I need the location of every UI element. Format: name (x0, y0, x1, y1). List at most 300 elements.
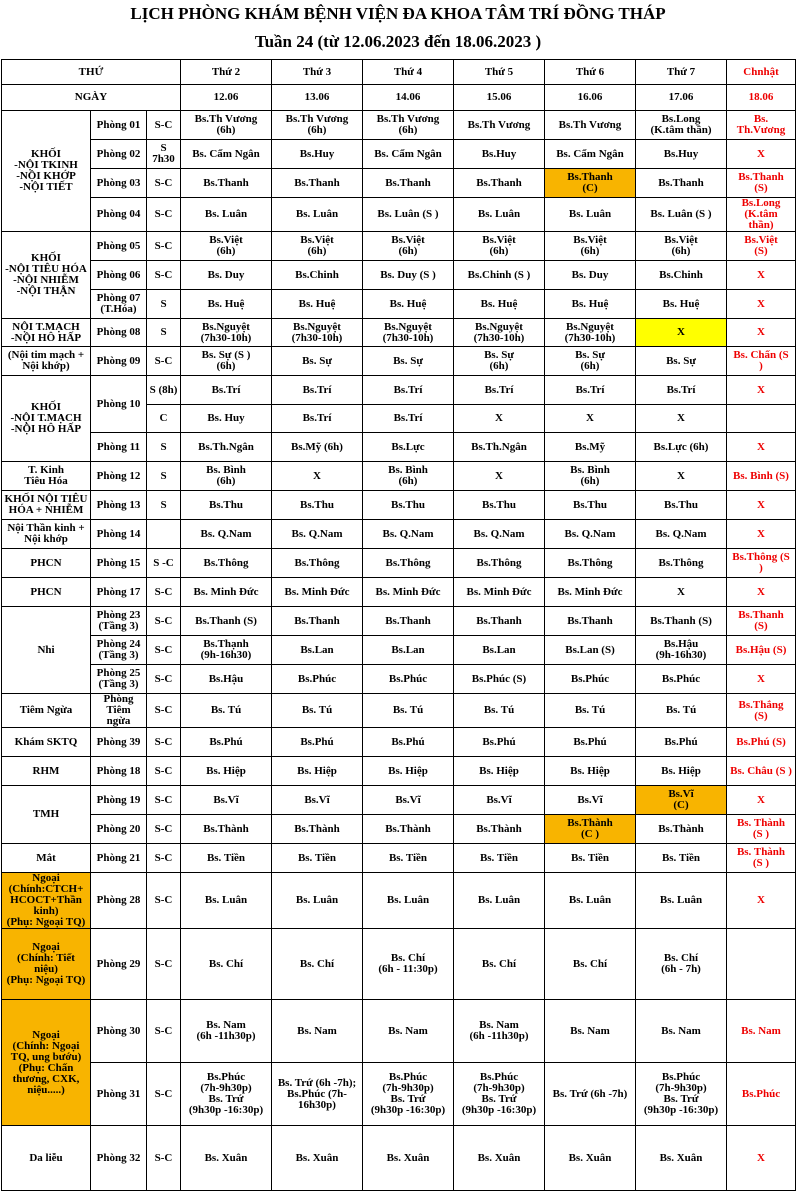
doctor-cell: Bs.Thanh (C) (545, 169, 636, 198)
doctor-cell: X (727, 665, 796, 694)
table-row (2, 491, 796, 520)
doctor-cell: X (727, 786, 796, 815)
doctor-cell: Bs.Trí (272, 376, 363, 405)
doctor-cell: X (636, 405, 727, 433)
doctor-cell: Bs.Phú (545, 728, 636, 757)
department-cell: (Nội tim mạch + Nội khớp) (2, 347, 91, 376)
shift-cell: S-C (147, 347, 181, 376)
doctor-cell: Bs.Thông (S ) (727, 549, 796, 578)
department-cell: KHỐI NỘI TIÊU HÓA + NHIỄM (2, 491, 91, 520)
doctor-cell: Bs. Minh Đức (545, 578, 636, 607)
shift-cell: S (147, 319, 181, 347)
table-row (2, 261, 796, 290)
room-cell: Phòng 17 (91, 578, 147, 607)
table-row (2, 694, 796, 728)
doctor-cell: X (636, 319, 727, 347)
doctor-cell: Bs. Bình (S) (727, 462, 796, 491)
doctor-cell: Bs.Phú (181, 728, 272, 757)
doctor-cell: Bs. Sự (636, 347, 727, 376)
shift-cell: S-C (147, 261, 181, 290)
doctor-cell: Bs.Lan (454, 636, 545, 665)
doctor-cell: Bs. Huệ (272, 290, 363, 319)
header-date: 17.06 (636, 85, 727, 111)
doctor-cell: Bs.Phú (636, 728, 727, 757)
shift-cell: S (8h) (147, 376, 181, 405)
department-cell: Mắt (2, 844, 91, 873)
doctor-cell: Bs.Trí (454, 376, 545, 405)
doctor-cell: Bs.Phúc (363, 665, 454, 694)
doctor-cell: Bs. Châu (S ) (727, 757, 796, 786)
doctor-cell: Bs. Luân (272, 198, 363, 232)
doctor-cell: Bs.Vĩ (363, 786, 454, 815)
doctor-cell: Bs.Thanh (636, 169, 727, 198)
header-day: Thứ 6 (545, 60, 636, 85)
doctor-cell: X (272, 462, 363, 491)
doctor-cell: Bs.Trí (636, 376, 727, 405)
doctor-cell: Bs.Thu (454, 491, 545, 520)
doctor-cell: Bs. Tú (545, 694, 636, 728)
doctor-cell: Bs. Chí (181, 929, 272, 1000)
doctor-cell: X (636, 462, 727, 491)
room-cell: Phòng 24 (Tầng 3) (91, 636, 147, 665)
shift-cell: S-C (147, 198, 181, 232)
room-cell: Phòng 07 (T.Hóa) (91, 290, 147, 319)
doctor-cell: Bs.Nguyệt (7h30-10h) (454, 319, 545, 347)
doctor-cell: Bs. Luân (181, 873, 272, 929)
room-cell: Phòng 12 (91, 462, 147, 491)
room-cell: Phòng 31 (91, 1063, 147, 1126)
doctor-cell: Bs.Phú (454, 728, 545, 757)
department-cell: PHCN (2, 578, 91, 607)
room-cell: Phòng 10 (91, 376, 147, 433)
doctor-cell: Bs. Cẩm Ngân (545, 140, 636, 169)
doctor-cell: Bs. Chí (272, 929, 363, 1000)
doctor-cell: Bs.Thanh (363, 169, 454, 198)
doctor-cell: Bs.Huy (636, 140, 727, 169)
doctor-cell: Bs. Cẩm Ngân (181, 140, 272, 169)
doctor-cell: Bs. Minh Đức (454, 578, 545, 607)
doctor-cell: Bs. Chấn (S ) (727, 347, 796, 376)
doctor-cell: X (727, 140, 796, 169)
room-cell: Phòng 39 (91, 728, 147, 757)
shift-cell: S 7h30 (147, 140, 181, 169)
doctor-cell: X (727, 520, 796, 549)
doctor-cell: Bs. Xuân (454, 1126, 545, 1191)
room-cell: Phòng 18 (91, 757, 147, 786)
room-cell: Phòng 23 (Tầng 3) (91, 607, 147, 636)
header-date: 15.06 (454, 85, 545, 111)
doctor-cell: Bs. Tiền (545, 844, 636, 873)
room-cell: Phòng 15 (91, 549, 147, 578)
table-row (2, 140, 796, 169)
department-cell: Da liễu (2, 1126, 91, 1191)
doctor-cell: Bs. Huệ (545, 290, 636, 319)
table-row (2, 462, 796, 491)
doctor-cell: Bs. Bình (6h) (363, 462, 454, 491)
doctor-cell: Bs.Mỹ (545, 433, 636, 462)
doctor-cell: Bs. Luân (454, 873, 545, 929)
doctor-cell: X (727, 290, 796, 319)
doctor-cell: Bs.Thành (363, 815, 454, 844)
doctor-cell: Bs.Trí (181, 376, 272, 405)
doctor-cell: Bs.Phúc (727, 1063, 796, 1126)
doctor-cell: Bs. Hiệp (454, 757, 545, 786)
header-day: Chnhật (727, 60, 796, 85)
doctor-cell: Bs. Tiền (636, 844, 727, 873)
doctor-cell: Bs. Sự (S ) (6h) (181, 347, 272, 376)
doctor-cell: Bs.Thanh (S) (181, 607, 272, 636)
doctor-cell: Bs.Việt (6h) (545, 232, 636, 261)
table-row (2, 786, 796, 815)
doctor-cell: Bs. Huệ (181, 290, 272, 319)
shift-cell (147, 520, 181, 549)
room-cell: Phòng 32 (91, 1126, 147, 1191)
doctor-cell: Bs. Xuân (272, 1126, 363, 1191)
shift-cell: S-C (147, 815, 181, 844)
doctor-cell: Bs.Trí (272, 405, 363, 433)
doctor-cell: Bs. Hiệp (363, 757, 454, 786)
doctor-cell: Bs. Chí (545, 929, 636, 1000)
doctor-cell: Bs.Trí (363, 405, 454, 433)
doctor-cell: Bs.Nguyệt (7h30-10h) (363, 319, 454, 347)
table-row (2, 111, 796, 140)
doctor-cell: Bs. Tiền (454, 844, 545, 873)
header-day: Thứ 7 (636, 60, 727, 85)
doctor-cell: Bs. Sự (6h) (545, 347, 636, 376)
doctor-cell: Bs. Cẩm Ngân (363, 140, 454, 169)
shift-cell: S-C (147, 607, 181, 636)
doctor-cell: Bs. Tiền (363, 844, 454, 873)
table-row (2, 169, 796, 198)
doctor-cell: X (454, 462, 545, 491)
room-cell: Phòng 04 (91, 198, 147, 232)
header-day: Thứ 3 (272, 60, 363, 85)
doctor-cell: Bs. Nam (727, 1000, 796, 1063)
doctor-cell: Bs.Phúc (272, 665, 363, 694)
doctor-cell: Bs.Phúc (7h-9h30p) Bs. Trứ (9h30p -16:30p) (454, 1063, 545, 1126)
table-row (2, 319, 796, 347)
table-row (2, 636, 796, 665)
doctor-cell: X (727, 491, 796, 520)
shift-cell: S-C (147, 1126, 181, 1191)
table-row (2, 1126, 796, 1191)
doctor-cell: Bs.Hậu (S) (727, 636, 796, 665)
doctor-cell: X (727, 376, 796, 405)
table-row (2, 1000, 796, 1063)
table-row (2, 929, 796, 1000)
doctor-cell: Bs. Chí (454, 929, 545, 1000)
doctor-cell: Bs.Th Vương (454, 111, 545, 140)
doctor-cell: Bs.Phú (S) (727, 728, 796, 757)
department-cell: KHỐI -NỘI TIÊU HÓA -NỘI NHIỄM -NỘI THẬN (2, 232, 91, 319)
doctor-cell: Bs. Sự (363, 347, 454, 376)
doctor-cell: Bs.Huy (454, 140, 545, 169)
doctor-cell: Bs.Thanh (272, 169, 363, 198)
doctor-cell: Bs. Tú (363, 694, 454, 728)
doctor-cell: Bs.Thanh (545, 607, 636, 636)
shift-cell: S-C (147, 786, 181, 815)
shift-cell: S-C (147, 728, 181, 757)
doctor-cell: Bs.Vĩ (454, 786, 545, 815)
doctor-cell: Bs.Thanh (181, 169, 272, 198)
doctor-cell: Bs.Phúc (545, 665, 636, 694)
doctor-cell: Bs.Vĩ (C) (636, 786, 727, 815)
doctor-cell: Bs.Thanh (S) (727, 169, 796, 198)
room-cell: Phòng 01 (91, 111, 147, 140)
doctor-cell: Bs. Q.Nam (454, 520, 545, 549)
header-day: Thứ 5 (454, 60, 545, 85)
room-cell: Phòng 03 (91, 169, 147, 198)
doctor-cell: Bs.Việt (6h) (636, 232, 727, 261)
doctor-cell: Bs.Thành (636, 815, 727, 844)
doctor-cell: Bs. Xuân (363, 1126, 454, 1191)
shift-cell: S-C (147, 1000, 181, 1063)
room-cell: Phòng 20 (91, 815, 147, 844)
room-cell: Phòng 11 (91, 433, 147, 462)
doctor-cell: Bs. Trứ (6h -7h); Bs.Phúc (7h- 16h30p) (272, 1063, 363, 1126)
room-cell: Phòng 13 (91, 491, 147, 520)
doctor-cell: X (545, 405, 636, 433)
shift-cell: S-C (147, 169, 181, 198)
room-cell: Phòng 30 (91, 1000, 147, 1063)
doctor-cell: Bs.Thành (272, 815, 363, 844)
doctor-cell: Bs.Hậu (9h-16h30) (636, 636, 727, 665)
schedule-subtitle: Tuần 24 (từ 12.06.2023 đến 18.06.2023 ) (254, 32, 542, 51)
doctor-cell: Bs. Chí (6h - 11:30p) (363, 929, 454, 1000)
doctor-cell: Bs. Nam (6h -11h30p) (181, 1000, 272, 1063)
doctor-cell: Bs.Chinh (S ) (454, 261, 545, 290)
doctor-cell: Bs.Việt (6h) (272, 232, 363, 261)
table-row (2, 728, 796, 757)
doctor-cell: Bs.Phúc (S) (454, 665, 545, 694)
doctor-cell: Bs.Thắng (S) (727, 694, 796, 728)
doctor-cell: Bs. Minh Đức (363, 578, 454, 607)
shift-cell: S-C (147, 232, 181, 261)
doctor-cell: Bs. Tiền (181, 844, 272, 873)
department-cell: Nhi (2, 607, 91, 694)
doctor-cell: Bs.Thanh (S) (636, 607, 727, 636)
doctor-cell: Bs. Bình (6h) (181, 462, 272, 491)
doctor-cell: Bs.Nguyệt (7h30-10h) (545, 319, 636, 347)
doctor-cell: Bs.Phúc (7h-9h30p) Bs. Trứ (9h30p -16:30p) (181, 1063, 272, 1126)
doctor-cell: X (727, 261, 796, 290)
room-cell: Phòng 14 (91, 520, 147, 549)
department-cell: NỘI T.MẠCH -NỘI HÔ HẤP (2, 319, 91, 347)
header-thu-label: THỨ (2, 60, 181, 85)
doctor-cell: Bs.Th Vương (6h) (181, 111, 272, 140)
doctor-cell: Bs. Bình (6h) (545, 462, 636, 491)
doctor-cell: Bs. Luân (636, 873, 727, 929)
doctor-cell: Bs. Q.Nam (181, 520, 272, 549)
doctor-cell: Bs.Lan (272, 636, 363, 665)
doctor-cell: Bs. Tiền (272, 844, 363, 873)
doctor-cell: Bs. Huệ (454, 290, 545, 319)
doctor-cell: Bs. Luân (545, 873, 636, 929)
doctor-cell: Bs. Minh Đức (181, 578, 272, 607)
doctor-cell: X (727, 578, 796, 607)
doctor-cell: Bs. Th.Vương (727, 111, 796, 140)
shift-cell: S (147, 290, 181, 319)
doctor-cell: Bs. Sự (272, 347, 363, 376)
room-cell: Phòng 09 (91, 347, 147, 376)
doctor-cell: Bs. Trứ (6h -7h) (545, 1063, 636, 1126)
schedule-title: LỊCH PHÒNG KHÁM BỆNH VIỆN ĐA KHOA TÂM TRÍ ĐỒNG THÁP (130, 4, 666, 23)
shift-cell: C (147, 405, 181, 433)
doctor-cell: Bs.Th.Ngân (454, 433, 545, 462)
department-cell: TMH (2, 786, 91, 844)
doctor-cell: Bs. Nam (545, 1000, 636, 1063)
doctor-cell: Bs.Nguyệt (7h30-10h) (272, 319, 363, 347)
doctor-cell: Bs. Duy (545, 261, 636, 290)
doctor-cell: Bs.Phúc (7h-9h30p) Bs. Trứ (9h30p -16:30p) (363, 1063, 454, 1126)
doctor-cell: Bs.Việt (6h) (181, 232, 272, 261)
room-cell: Phòng 05 (91, 232, 147, 261)
table-row (2, 607, 796, 636)
doctor-cell: Bs.Th Vương (545, 111, 636, 140)
doctor-cell: X (727, 1126, 796, 1191)
doctor-cell: Bs. Luân (S ) (636, 198, 727, 232)
table-row (2, 549, 796, 578)
doctor-cell: Bs.Phúc (7h-9h30p) Bs. Trứ (9h30p -16:30p) (636, 1063, 727, 1126)
shift-cell: S-C (147, 1063, 181, 1126)
header-day: Thứ 2 (181, 60, 272, 85)
shift-cell: S -C (147, 549, 181, 578)
doctor-cell: Bs.Long (K.tâm thần) (727, 198, 796, 232)
shift-cell: S-C (147, 844, 181, 873)
doctor-cell: Bs. Minh Đức (272, 578, 363, 607)
department-cell: Ngoại (Chính: Tiết niệu) (Phụ: Ngoại TQ) (2, 929, 91, 1000)
doctor-cell: Bs. Tú (272, 694, 363, 728)
doctor-cell: Bs. Xuân (181, 1126, 272, 1191)
doctor-cell: Bs. Huệ (636, 290, 727, 319)
doctor-cell: Bs.Thông (454, 549, 545, 578)
department-cell: Khám SKTQ (2, 728, 91, 757)
table-row (2, 433, 796, 462)
doctor-cell: Bs. Nam (636, 1000, 727, 1063)
department-cell: PHCN (2, 549, 91, 578)
shift-cell: S (147, 433, 181, 462)
doctor-cell: Bs.Vĩ (545, 786, 636, 815)
shift-cell: S-C (147, 636, 181, 665)
doctor-cell: Bs. Hiệp (545, 757, 636, 786)
doctor-cell: Bs.Thu (363, 491, 454, 520)
room-cell: Phòng Tiêm ngừa (91, 694, 147, 728)
table-row (2, 815, 796, 844)
header-date: 18.06 (727, 85, 796, 111)
doctor-cell: Bs.Th.Ngân (181, 433, 272, 462)
doctor-cell: Bs.Th Vương (6h) (272, 111, 363, 140)
table-row (2, 520, 796, 549)
shift-cell: S-C (147, 578, 181, 607)
doctor-cell: Bs.Phú (363, 728, 454, 757)
doctor-cell: Bs.Thu (545, 491, 636, 520)
doctor-cell: Bs.Huy (272, 140, 363, 169)
header-ngay-label: NGÀY (2, 85, 181, 111)
table-row (2, 347, 796, 376)
doctor-cell (727, 405, 796, 433)
doctor-cell: Bs.Việt (6h) (454, 232, 545, 261)
doctor-cell: Bs.Thành (454, 815, 545, 844)
doctor-cell: Bs.Thông (636, 549, 727, 578)
doctor-cell: Bs. Nam (363, 1000, 454, 1063)
department-cell: Nội Thần kinh + Nội khớp (2, 520, 91, 549)
doctor-cell: Bs. Hiệp (181, 757, 272, 786)
table-row (2, 757, 796, 786)
doctor-cell: Bs. Q.Nam (636, 520, 727, 549)
doctor-cell: Bs. Hiệp (272, 757, 363, 786)
doctor-cell: Bs.Chinh (636, 261, 727, 290)
doctor-cell: Bs. Chí (6h - 7h) (636, 929, 727, 1000)
doctor-cell: Bs. Luân (181, 198, 272, 232)
doctor-cell: Bs. Tú (181, 694, 272, 728)
shift-cell: S-C (147, 929, 181, 1000)
doctor-cell: Bs. Luân (545, 198, 636, 232)
doctor-cell: Bs.Phúc (636, 665, 727, 694)
doctor-cell: Bs.Vĩ (272, 786, 363, 815)
shift-cell: S (147, 462, 181, 491)
header-date: 16.06 (545, 85, 636, 111)
doctor-cell: Bs. Xuân (545, 1126, 636, 1191)
doctor-cell: Bs.Thu (272, 491, 363, 520)
doctor-cell: Bs.Thanh (454, 607, 545, 636)
doctor-cell (727, 929, 796, 1000)
header-day: Thứ 4 (363, 60, 454, 85)
doctor-cell: Bs.Thanh (272, 607, 363, 636)
doctor-cell: Bs.Thông (181, 549, 272, 578)
doctor-cell: Bs. Luân (454, 198, 545, 232)
department-cell: Tiêm Ngừa (2, 694, 91, 728)
doctor-cell: Bs.Trí (363, 376, 454, 405)
doctor-cell: Bs.Việt (6h) (363, 232, 454, 261)
table-row (2, 1063, 796, 1126)
doctor-cell: Bs. Sự (6h) (454, 347, 545, 376)
doctor-cell: Bs. Q.Nam (272, 520, 363, 549)
doctor-cell: Bs. Luân (S ) (363, 198, 454, 232)
room-cell: Phòng 21 (91, 844, 147, 873)
doctor-cell: Bs.Việt (S) (727, 232, 796, 261)
doctor-cell: Bs.Lực (6h) (636, 433, 727, 462)
doctor-cell: Bs. Huệ (363, 290, 454, 319)
doctor-cell: Bs.Thanh (S) (727, 607, 796, 636)
table-row (2, 665, 796, 694)
room-cell: Phòng 19 (91, 786, 147, 815)
doctor-cell: Bs. Thành (S ) (727, 815, 796, 844)
doctor-cell: Bs.Trí (545, 376, 636, 405)
room-cell: Phòng 02 (91, 140, 147, 169)
room-cell: Phòng 28 (91, 873, 147, 929)
doctor-cell: Bs. Duy (S ) (363, 261, 454, 290)
doctor-cell: X (727, 433, 796, 462)
doctor-cell: Bs.Thông (272, 549, 363, 578)
doctor-cell: Bs.Thành (C ) (545, 815, 636, 844)
doctor-cell: Bs.Nguyệt (7h30-10h) (181, 319, 272, 347)
department-cell: RHM (2, 757, 91, 786)
doctor-cell: Bs.Thanh (363, 607, 454, 636)
doctor-cell: Bs. Tú (454, 694, 545, 728)
shift-cell: S-C (147, 111, 181, 140)
doctor-cell: Bs. Xuân (636, 1126, 727, 1191)
shift-cell: S-C (147, 665, 181, 694)
doctor-cell: Bs. Nam (272, 1000, 363, 1063)
table-row (2, 873, 796, 929)
shift-cell: S-C (147, 757, 181, 786)
schedule-table (1, 59, 796, 1191)
table-row (2, 198, 796, 232)
room-cell: Phòng 29 (91, 929, 147, 1000)
header-date: 14.06 (363, 85, 454, 111)
header-date: 12.06 (181, 85, 272, 111)
room-cell: Phòng 06 (91, 261, 147, 290)
